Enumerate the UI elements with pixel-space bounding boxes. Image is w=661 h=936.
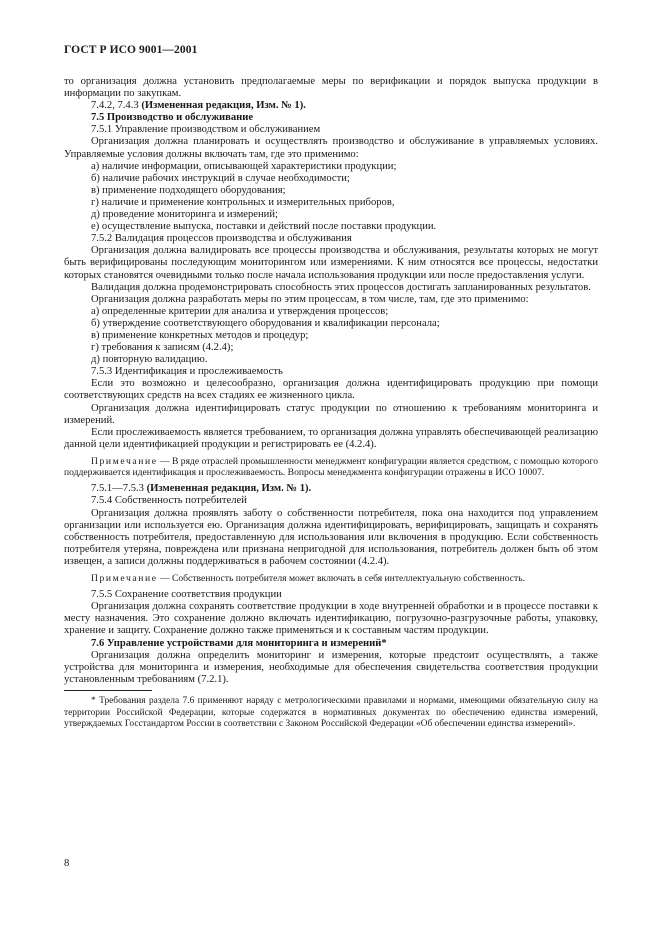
list-item: а) наличие информации, описывающей характеристики продукции;	[91, 160, 397, 172]
document-header: ГОСТ Р ИСО 9001—2001	[64, 44, 198, 56]
list-item: б) утверждение соответствующего оборудования и квалификации персонала;	[91, 317, 440, 329]
footnote: * Требования раздела 7.6 применяют наряду с метрологическими правилами и нормами, имеющими обязательную силу на территории Российской Федерации, которые содержатся в нормативных документах по обеспечению единства измерений, утверждаемых Госстандартом России в соответствии с Законом Российской Федерации «Об обеспечении единства измерений».	[64, 695, 598, 730]
subsection-heading: 7.5.1 Управление производством и обслуживанием	[91, 124, 321, 136]
subsection-heading: 7.5.3 Идентификация и прослеживаемость	[91, 366, 283, 378]
list-item: г) наличие и применение контрольных и измерительных приборов,	[91, 196, 395, 208]
amendment-note: 7.5.1—7.5.3 (Измененная редакция, Изм. № 1).	[91, 483, 312, 495]
paragraph: то организация должна установить предполагаемые меры по верификации и порядок выпуска продукции в информации по закупкам.	[64, 76, 598, 100]
section-heading: 7.5 Производство и обслуживание	[91, 112, 254, 124]
paragraph: Если прослеживаемость является требованием, то организация должна управлять обеспечивающей реализацию данной цели идентификацией продукции и регистрировать ее (4.2.4).	[64, 426, 598, 450]
paragraph: Организация должна идентифицировать статус продукции по отношению к требованиям мониторинга и измерений.	[64, 402, 598, 426]
list-item: д) проведение мониторинга и измерений;	[91, 209, 278, 221]
paragraph: Организация должна определить мониторинг и измерения, которые предстоит осуществлять, а также устройства для мониторинга и измерения, необходимые для обеспечения свидетельства соответствия продукции установленным требованиям (7.2.1).	[64, 649, 598, 685]
note: Примечание — В ряде отраслей промышленности менеджмент конфигурации является средством, с помощью которого поддерживается идентификация и прослеживаемость. Вопросы менеджмента конфигурации отражены в ИСО 10007.	[64, 455, 598, 479]
list-item: а) определенные критерии для анализа и утверждения процессов;	[91, 305, 389, 317]
paragraph: Организация должна планировать и осуществлять производство и обслуживание в управляемых условиях. Управляемые условия должны включать там, где это применимо:	[64, 136, 598, 160]
document-body	[64, 76, 598, 731]
section-heading: 7.6 Управление устройствами для мониторинга и измерений*	[91, 637, 387, 649]
paragraph: Валидация должна продемонстрировать способность этих процессов достигать запланированных результатов.	[91, 281, 591, 293]
paragraph: Организация должна проявлять заботу о собственности потребителя, пока она находится под управлением организации или используется ею. Организация должна идентифицировать, верифицировать, защищать и сохранять собственность потребителя, предоставленную для использования или включения в продукцию. Если собственность потребителя утеряна, повреждена или признана непригодной для использования, потребитель должен быть об этом извещен, а записи должны поддерживаться в рабочем состоянии (4.2.4).	[64, 507, 598, 567]
list-item: е) осуществление выпуска, поставки и действий после поставки продукции.	[91, 221, 437, 233]
paragraph: Если это возможно и целесообразно, организация должна идентифицировать продукцию при помощи соответствующих средств на всех стадиях ее жизненного цикла.	[64, 378, 598, 402]
subsection-heading: 7.5.5 Сохранение соответствия продукции	[91, 589, 282, 601]
note: Примечание — Собственность потребителя может включать в себя интеллектуальную собственность.	[91, 572, 526, 584]
amendment-note: 7.4.2, 7.4.3 (Измененная редакция, Изм. № 1).	[91, 100, 306, 112]
subsection-heading: 7.5.4 Собственность потребителей	[91, 495, 247, 507]
footnote-divider	[64, 690, 152, 691]
paragraph: Организация должна разработать меры по этим процессам, в том числе, там, где это применимо:	[91, 293, 529, 305]
list-item: д) повторную валидацию.	[91, 354, 208, 366]
list-item: в) применение подходящего оборудования;	[91, 184, 286, 196]
subsection-heading: 7.5.2 Валидация процессов производства и обслуживания	[91, 233, 352, 245]
page-number: 8	[64, 858, 70, 869]
list-item: г) требования к записям (4.2.4);	[91, 342, 234, 354]
paragraph: Организация должна валидировать все процессы производства и обслуживания, результаты которых не могут быть верифицированы последующим мониторингом или измерениями. К ним относятся все процессы, недостатки которых становятся очевидными только после начала использования продукции или после предоставления услуги.	[64, 245, 598, 281]
list-item: в) применение конкретных методов и процедур;	[91, 329, 309, 341]
list-item: б) наличие рабочих инструкций в случае необходимости;	[91, 172, 350, 184]
paragraph: Организация должна сохранять соответствие продукции в ходе внутренней обработки и в процессе поставки к месту назначения. Это сохранение должно включать идентификацию, погрузочно-разгрузочные работы, упаковку, хранение и защиту. Сохранение должно также применяться и к составным частям продукции.	[64, 601, 598, 637]
